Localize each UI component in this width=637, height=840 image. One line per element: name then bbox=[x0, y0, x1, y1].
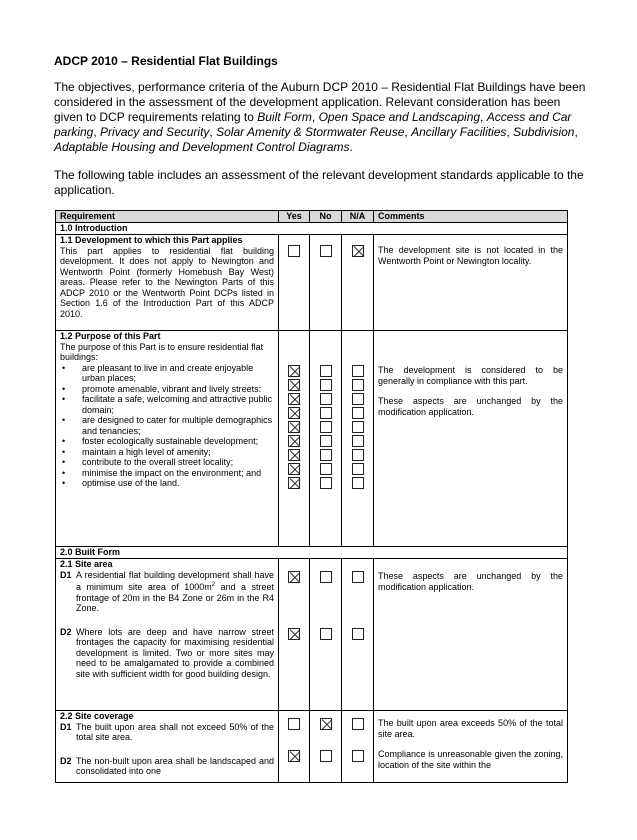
checkbox-empty bbox=[320, 393, 332, 405]
checkbox-empty bbox=[352, 718, 364, 730]
list-item: • are designed to cater for multiple demographics and tenancies; bbox=[60, 415, 274, 436]
no-cell bbox=[310, 711, 342, 783]
table-row bbox=[56, 559, 568, 711]
list-item: • minimise the impact on the environment; and bbox=[60, 468, 274, 479]
checkbox-empty bbox=[320, 379, 332, 391]
checkbox-empty bbox=[320, 571, 332, 583]
checkbox-empty bbox=[320, 365, 332, 377]
checkbox-empty bbox=[320, 435, 332, 447]
requirement-title: 1.2 Purpose of this Part bbox=[60, 331, 161, 341]
table-row bbox=[56, 711, 568, 783]
checkbox-crossed bbox=[288, 571, 300, 583]
list-item: • contribute to the overall street locality; bbox=[60, 457, 274, 468]
intro-paragraph: The objectives, performance criteria of the Auburn DCP 2010 – Residential Flat Buildings have been considered in the assessment of the development application. Relevant consideration has been given to DCP requirements relating to Built Form, Open Space and Landscaping, Access and Car parking, Privacy and Security, Solar Amenity & Stormwater Reuse, Ancillary Facilities, Subdivision, Adaptable Housing and Development Control Diagrams. bbox=[54, 80, 586, 154]
checkbox-empty bbox=[320, 750, 332, 762]
control-d1 bbox=[60, 722, 274, 743]
intro-item: Open Space and Landscaping bbox=[318, 110, 481, 124]
checkbox-empty bbox=[352, 379, 364, 391]
control-list bbox=[60, 570, 274, 614]
checkbox-crossed bbox=[288, 365, 300, 377]
control-label: D2 bbox=[60, 755, 72, 766]
checkbox-empty bbox=[288, 245, 300, 257]
yes-cell bbox=[279, 559, 310, 711]
requirements-table bbox=[55, 210, 568, 783]
na-cell bbox=[342, 235, 374, 331]
header-comments: Comments bbox=[374, 211, 568, 223]
na-cell bbox=[342, 711, 374, 783]
checkbox-crossed bbox=[288, 449, 300, 461]
yes-cell bbox=[279, 235, 310, 331]
control-text: A residential flat building development shall have a minimum site area of $1000m^2$ and a street frontage of 20m in the B4 Zone or 26m in the R4 Zone. bbox=[76, 569, 274, 613]
requirement-intro: The purpose of this Part is to ensure residential flat buildings: bbox=[60, 341, 264, 362]
control-label: D1 bbox=[60, 569, 72, 580]
checkbox-crossed bbox=[288, 628, 300, 640]
checkbox-crossed bbox=[288, 435, 300, 447]
comments-cell bbox=[374, 711, 568, 783]
checkbox-crossed bbox=[288, 750, 300, 762]
intro-item: Built Form bbox=[257, 110, 312, 124]
intro-item: Solar Amenity & Stormwater Reuse bbox=[216, 125, 405, 139]
control-d1 bbox=[60, 570, 274, 614]
comments-cell bbox=[374, 331, 568, 547]
requirement-title: 1.1 Development to which this Part applies bbox=[60, 235, 243, 245]
header-requirement: Requirement bbox=[56, 211, 279, 223]
comment-text: The development site is not located in the Wentworth Point or Newington locality. bbox=[378, 245, 563, 266]
checkbox-empty bbox=[352, 449, 364, 461]
section-row bbox=[56, 223, 568, 235]
intro-item: Ancillary Facilities bbox=[411, 125, 507, 139]
table-row bbox=[56, 331, 568, 547]
control-label: D2 bbox=[60, 626, 72, 637]
requirement-text: This part applies to residential flat building development. It does not apply to Newington and Wentworth Point (formerly Homebush Bay West) areas. Please refer to the Newington Parts of this ADCP 2010 or the Wentworth Point DCPs listed in Section 1.6 of the Introduction Part of this ADCP 2010. bbox=[60, 245, 274, 319]
checkbox-crossed bbox=[288, 379, 300, 391]
checkbox-empty bbox=[320, 421, 332, 433]
no-cell bbox=[310, 559, 342, 711]
requirement-cell bbox=[56, 711, 279, 783]
control-text: The built upon area shall not exceed 50% of the total site area. bbox=[76, 721, 274, 742]
requirement-title: 2.1 Site area bbox=[60, 559, 113, 569]
comments-cell bbox=[374, 559, 568, 711]
comments-cell bbox=[374, 235, 568, 331]
list-item: • maintain a high level of amenity; bbox=[60, 447, 274, 458]
table-intro-paragraph: The following table includes an assessment of the relevant development standards applicable to the application. bbox=[54, 168, 584, 197]
checkbox-empty bbox=[288, 718, 300, 730]
intro-item: Adaptable Housing and Development Control Diagrams bbox=[54, 140, 350, 154]
checkbox-crossed bbox=[288, 477, 300, 489]
checkbox-crossed bbox=[288, 393, 300, 405]
list-item: • facilitate a safe, welcoming and attractive public domain; bbox=[60, 394, 274, 415]
checkbox-crossed bbox=[288, 407, 300, 419]
checkbox-empty bbox=[320, 463, 332, 475]
header-na: N/A bbox=[342, 211, 374, 223]
section-title: 1.0 Introduction bbox=[56, 223, 568, 235]
intro-lead: The objectives, performance criteria of the Auburn DCP 2010 – Residential Flat Buildings have been considered in the assessment of the development application. Relevant consideration has been given to DCP requirements relating to bbox=[54, 80, 586, 124]
requirement-cell bbox=[56, 331, 279, 547]
comment-text: These aspects are unchanged by the modification application. bbox=[378, 396, 563, 417]
list-item: • foster ecologically sustainable development; bbox=[60, 436, 274, 447]
checkbox-empty bbox=[352, 407, 364, 419]
checkbox-crossed bbox=[288, 463, 300, 475]
comment-text: The development is considered to be generally in compliance with this part. bbox=[378, 365, 563, 386]
na-cell bbox=[342, 331, 374, 547]
checkbox-empty bbox=[320, 449, 332, 461]
checkbox-empty bbox=[320, 407, 332, 419]
comment-text: Compliance is unreasonable given the zoning, location of the site within the bbox=[378, 749, 563, 770]
intro-item: Subdivision bbox=[513, 125, 575, 139]
checkbox-empty bbox=[352, 393, 364, 405]
table-header-row bbox=[56, 211, 568, 223]
section-row bbox=[56, 547, 568, 559]
page-heading: ADCP 2010 – Residential Flat Buildings bbox=[54, 54, 278, 68]
purpose-list bbox=[60, 363, 274, 489]
requirement-cell bbox=[56, 235, 279, 331]
checkbox-empty bbox=[320, 628, 332, 640]
control-d2 bbox=[60, 756, 274, 777]
list-item: • promote amenable, vibrant and lively streets: bbox=[60, 384, 274, 395]
list-item: • optimise use of the land. bbox=[60, 478, 274, 489]
checkbox-empty bbox=[352, 750, 364, 762]
control-list bbox=[60, 756, 274, 777]
header-yes: Yes bbox=[279, 211, 310, 223]
checkbox-empty bbox=[352, 571, 364, 583]
yes-cell bbox=[279, 711, 310, 783]
comment-text: The built upon area exceeds 50% of the total site area. bbox=[378, 718, 563, 739]
checkbox-empty bbox=[352, 477, 364, 489]
control-text: Where lots are deep and have narrow street frontages the capacity for maximising residential development is limited. Two or more sites may need to be amalgamated to provide a combined site with sufficient width for good building design. bbox=[76, 626, 274, 679]
control-list bbox=[60, 627, 274, 680]
intro-item: Privacy and Security bbox=[100, 125, 210, 139]
control-d2 bbox=[60, 627, 274, 680]
checkbox-empty bbox=[320, 477, 332, 489]
list-item: • are pleasant to live in and create enjoyable urban places; bbox=[60, 363, 274, 384]
checkbox-empty bbox=[352, 421, 364, 433]
requirement-title: 2.2 Site coverage bbox=[60, 711, 134, 721]
yes-cell bbox=[279, 331, 310, 547]
no-cell bbox=[310, 331, 342, 547]
na-cell bbox=[342, 559, 374, 711]
comment-text: These aspects are unchanged by the modification application. bbox=[378, 571, 563, 592]
intro-item: Access and Car parking bbox=[54, 110, 572, 139]
header-no: No bbox=[310, 211, 342, 223]
table-row bbox=[56, 235, 568, 331]
no-cell bbox=[310, 235, 342, 331]
checkbox-crossed bbox=[352, 245, 364, 257]
checkbox-empty bbox=[320, 245, 332, 257]
checkbox-empty bbox=[352, 365, 364, 377]
control-text: The non-built upon area shall be landscaped and consolidated into one bbox=[76, 755, 274, 776]
checkbox-empty bbox=[352, 628, 364, 640]
checkbox-empty bbox=[352, 463, 364, 475]
section-title: 2.0 Built Form bbox=[56, 547, 568, 559]
requirement-cell bbox=[56, 559, 279, 711]
checkbox-crossed bbox=[320, 718, 332, 730]
checkbox-crossed bbox=[288, 421, 300, 433]
checkbox-empty bbox=[352, 435, 364, 447]
control-label: D1 bbox=[60, 721, 72, 732]
control-list bbox=[60, 722, 274, 743]
